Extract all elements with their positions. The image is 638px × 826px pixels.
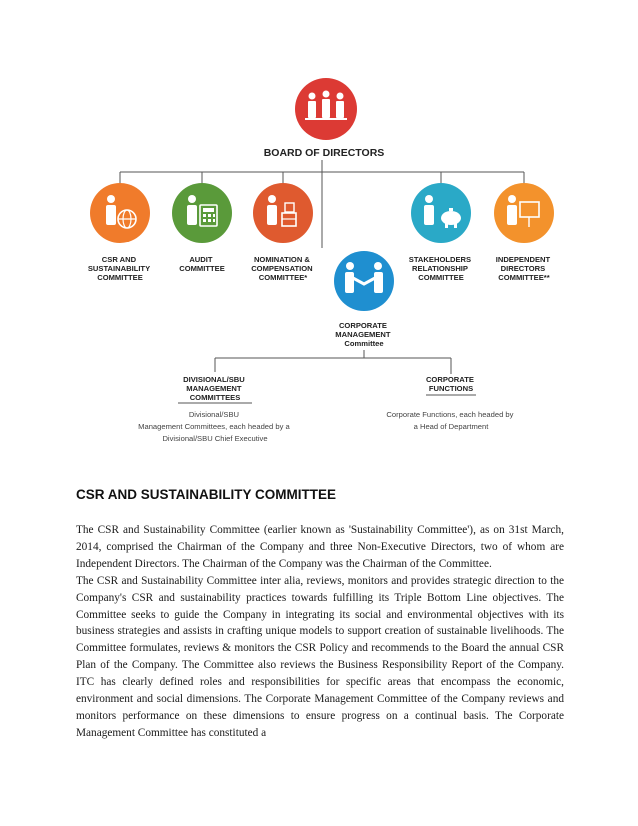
label-line: SUSTAINABILITY	[87, 264, 151, 273]
label-line: CSR AND	[101, 255, 137, 264]
label-line: COMPENSATION	[251, 264, 313, 273]
committee-independent	[494, 183, 554, 282]
label-line: Committee	[344, 339, 384, 348]
independent-committee-label	[496, 255, 553, 282]
corporate-functions-node	[386, 375, 515, 431]
desc-line: a Head of Department	[413, 422, 489, 431]
desc-line: Divisional/SBU	[188, 410, 240, 419]
label-line: DIVISIONAL/SBU	[183, 375, 245, 384]
committee-stakeholders	[409, 183, 473, 282]
label-line: MANAGEMENT	[335, 330, 391, 339]
committee-audit	[172, 183, 232, 273]
paragraph: The CSR and Sustainability Committee (earlier known as 'Sustainability Committee'), as on 31st March, 2014, comprised the Chairman of the Company and three Non-Executive Directors, two of whom are Independent Directors. The Chairman of the Company was the Chairman of the Committee.	[76, 524, 564, 570]
label-line: COMMITTEE*	[258, 273, 308, 282]
section-heading: CSR AND SUSTAINABILITY COMMITTEE	[76, 487, 337, 502]
audit-committee-label	[179, 255, 225, 273]
csr-committee-label	[88, 255, 152, 282]
label-line: RELATIONSHIP	[412, 264, 468, 273]
cmc-circle	[334, 251, 394, 311]
label-line: FUNCTIONS	[428, 384, 474, 393]
label-line: COMMITTEE**	[498, 273, 550, 282]
label-line: COMMITTEES	[189, 393, 241, 402]
independent-committee-circle	[494, 183, 554, 243]
body-text	[76, 522, 564, 742]
label-line: COMMITTEE	[418, 273, 464, 282]
divisional-title	[183, 375, 247, 402]
nomination-committee-label	[251, 255, 315, 282]
label-line: NOMINATION &	[253, 255, 310, 264]
stakeholders-committee-label	[409, 255, 473, 282]
label-line: STAKEHOLDERS	[408, 255, 472, 264]
label-line: CORPORATE	[425, 375, 474, 384]
committee-nomination	[251, 183, 315, 282]
board-people-icon	[305, 91, 347, 121]
corporate-functions-description	[386, 410, 515, 431]
label-line: DIRECTORS	[500, 264, 546, 273]
divisional-description	[138, 410, 292, 443]
board-node	[264, 78, 385, 159]
committee-csr	[88, 183, 152, 282]
desc-line: Corporate Functions, each headed by	[386, 410, 514, 419]
label-line: COMMITTEE	[179, 264, 225, 273]
paragraph: The CSR and Sustainability Committee inter alia, reviews, monitors and provides strategic direction to the Company's CSR and sustainability practices towards fulfilling its Triple Bottom Line objectives. The Committee seeks to guide the Company in integrating its social and environmental objectives with its business strategies and assists in crafting unique models to support creation of sustainable livelihoods. The Committee formulates, reviews & monitors the CSR Policy and recommends to the Board the annual CSR Plan of the Company. The Committee also reviews the Business Responsibility Report of the Company. ITC has clearly defined roles and responsibilities for specific areas that encompass the economic, environment and social dimensions. The Corporate Management Committee of the Company reviews and monitors performance on these dimensions to ensure progress on a continual basis. The Corporate Management Committee has constituted a	[76, 574, 564, 739]
desc-line: Management Committees, each headed by a	[138, 422, 290, 431]
label-line: MANAGEMENT	[186, 384, 242, 393]
corporate-functions-title	[426, 375, 476, 393]
desc-line: Divisional/SBU Chief Executive	[162, 434, 268, 443]
cmc-node	[334, 251, 394, 348]
audit-committee-circle	[172, 183, 232, 243]
label-line: INDEPENDENT	[495, 255, 551, 264]
label-line: COMMITTEE	[97, 273, 143, 282]
label-line: AUDIT	[189, 255, 213, 264]
stakeholders-committee-circle	[411, 183, 471, 243]
board-label: BOARD OF DIRECTORS	[263, 147, 385, 159]
label-line: CORPORATE	[338, 321, 387, 330]
divisional-node	[138, 375, 292, 443]
cmc-label	[335, 321, 392, 348]
